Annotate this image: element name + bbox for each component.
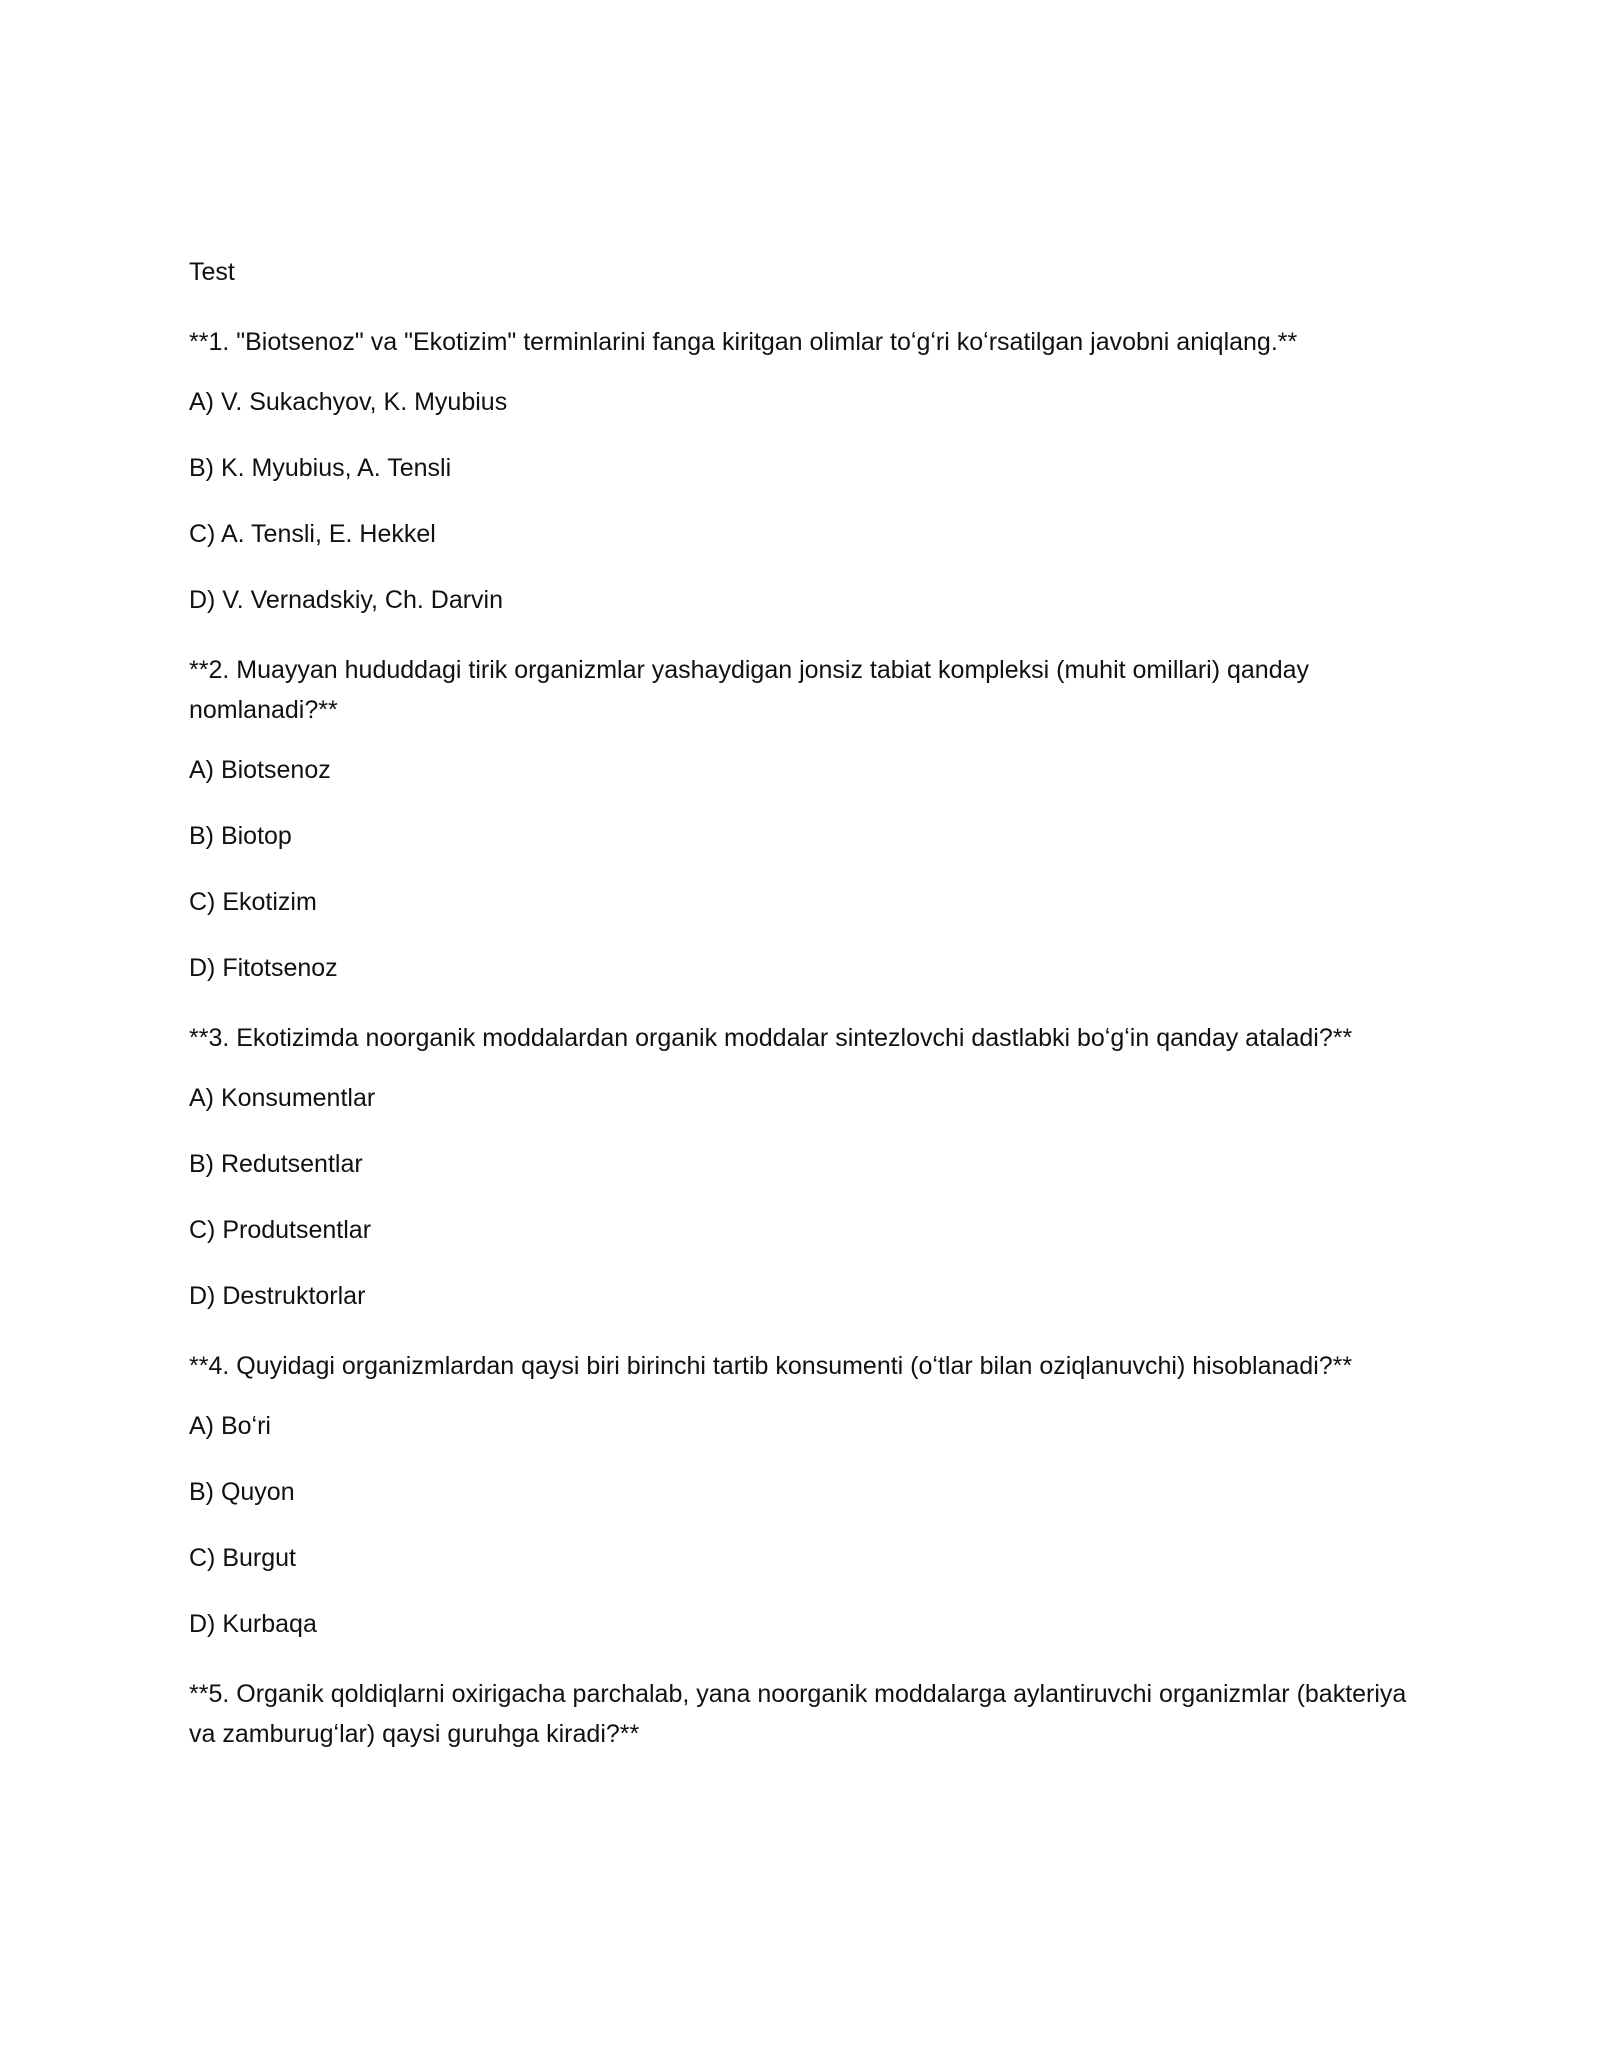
answer-option-b: B) K. Myubius, A. Tensli [189, 454, 452, 482]
answer-option-c: C) Produtsentlar [189, 1216, 372, 1244]
answer-option-b: B) Biotop [189, 822, 292, 850]
answer-option-a: A) Konsumentlar [189, 1084, 376, 1112]
question-text: **2. Muayyan hududdagi tirik organizmlar yashaydigan jonsiz tabiat kompleksi (muhit omillari) qanday nomlanadi?** [189, 656, 1309, 724]
question-2 [189, 650, 1419, 985]
document-title: Test [189, 258, 235, 286]
answer-option-b: B) Quyon [189, 1478, 295, 1506]
answer-option-c: C) Burgut [189, 1544, 296, 1572]
answer-option-c: C) A. Tensli, E. Hekkel [189, 520, 436, 548]
answer-option-d: D) Destruktorlar [189, 1282, 366, 1310]
question-3 [189, 1018, 1419, 1313]
document-content [189, 256, 1419, 1778]
question-5 [189, 1674, 1419, 1754]
answer-option-d: D) Fitotsenoz [189, 954, 338, 982]
question-text: **5. Organik qoldiqlarni oxirigacha parchalab, yana noorganik moddalarga aylantiruvchi organizmlar (bakteriya va zamburugʻlar) qaysi guruhga kiradi?** [189, 1680, 1407, 1748]
question-4 [189, 1346, 1419, 1641]
answer-option-a: A) Biotsenoz [189, 756, 331, 784]
answer-option-d: D) Kurbaqa [189, 1610, 317, 1638]
question-text: **1. "Biotsenoz" va "Ekotizim" terminlarini fanga kiritgan olimlar toʻgʻri koʻrsatilgan javobni aniqlang.** [189, 328, 1298, 356]
answer-option-a: A) Boʻri [189, 1412, 271, 1440]
answer-option-a: A) V. Sukachyov, K. Myubius [189, 388, 508, 416]
question-1 [189, 322, 1419, 617]
answer-option-b: B) Redutsentlar [189, 1150, 363, 1178]
answer-option-d: D) V. Vernadskiy, Ch. Darvin [189, 586, 504, 614]
answer-option-c: C) Ekotizim [189, 888, 317, 916]
question-text: **3. Ekotizimda noorganik moddalardan organik moddalar sintezlovchi dastlabki boʻgʻin qanday ataladi?** [189, 1024, 1353, 1052]
question-text: **4. Quyidagi organizmlardan qaysi biri birinchi tartib konsumenti (oʻtlar bilan oziqlanuvchi) hisoblanadi?** [189, 1352, 1353, 1380]
